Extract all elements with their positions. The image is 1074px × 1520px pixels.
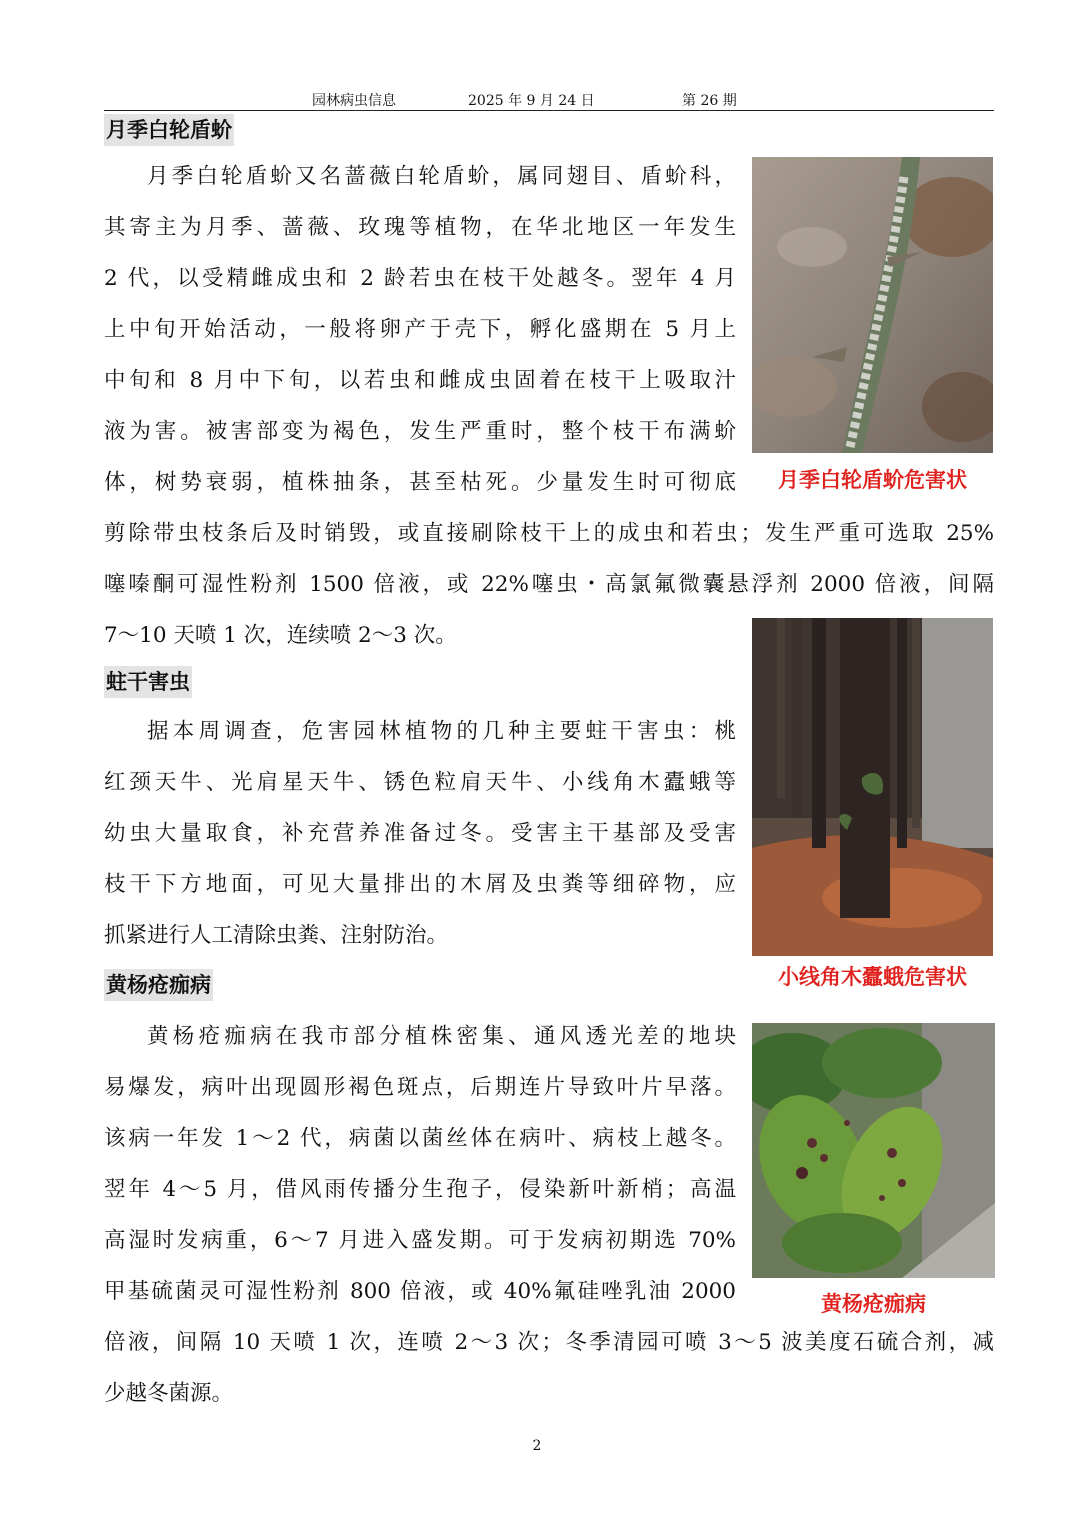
text-line: 中旬和 8 月中下旬，以若虫和雌成虫固着在枝干上吸取汁: [104, 368, 736, 393]
text-line: 翌年 4～5 月，借风雨传播分生孢子，侵染新叶新梢；高温: [104, 1177, 736, 1202]
section-title-borers: 蛀干害虫: [104, 666, 192, 698]
text-line: 月季白轮盾蚧又名蔷薇白轮盾蚧，属同翅目、盾蚧科，: [147, 164, 736, 189]
text-line: 幼虫大量取食，补充营养准备过冬。受害主干基部及受害: [104, 821, 736, 846]
text-line: 甲基硫菌灵可湿性粉剂 800 倍液，或 40%氟硅唑乳油 2000: [104, 1279, 736, 1304]
text-line: 高湿时发病重，6～7 月进入盛发期。可于发病初期选 70%: [104, 1228, 736, 1253]
text-line: 据本周调查，危害园林植物的几种主要蛀干害虫：桃: [147, 719, 736, 744]
text-line: 2 代，以受精雌成虫和 2 龄若虫在枝干处越冬。翌年 4 月: [104, 266, 736, 291]
caption-wood-borer: 小线角木蠹蛾危害状: [778, 965, 967, 989]
text-line: 噻嗪酮可湿性粉剂 1500 倍液，或 22%噻虫・高氯氟微囊悬浮剂 2000 倍液，间隔: [104, 572, 994, 597]
photo-wood-borer-trunk: [752, 618, 993, 956]
text-line: 红颈天牛、光肩星天牛、锈色粒肩天牛、小线角木蠹蛾等: [104, 770, 736, 795]
page-number: 2: [532, 1438, 542, 1454]
photo-scale-insect-stem: [752, 157, 993, 453]
caption-boxwood-scab: 黄杨疮痂病: [821, 1292, 926, 1316]
text-line: 7～10 天喷 1 次，连续喷 2～3 次。: [104, 623, 457, 648]
text-line: 液为害。被害部变为褐色，发生严重时，整个枝干布满蚧: [104, 419, 736, 444]
page-header: [104, 88, 994, 111]
text-line: 倍液，间隔 10 天喷 1 次，连喷 2～3 次；冬季清园可喷 3～5 波美度石硫合剂，减: [104, 1330, 994, 1355]
text-line: 少越冬菌源。: [104, 1381, 234, 1406]
text-line: 黄杨疮痂病在我市部分植株密集、通风透光差的地块: [147, 1024, 736, 1049]
caption-scale-insect: 月季白轮盾蚧危害状: [778, 468, 967, 492]
text-line: 其寄主为月季、蔷薇、玫瑰等植物，在华北地区一年发生: [104, 215, 736, 240]
text-line: 抓紧进行人工清除虫粪、注射防治。: [104, 923, 449, 948]
header-date: 2025 年 9 月 24 日: [468, 93, 595, 109]
text-line: 该病一年发 1～2 代，病菌以菌丝体在病叶、病枝上越冬。: [104, 1126, 736, 1151]
section-title-scale-insect: 月季白轮盾蚧: [104, 114, 234, 146]
text-line: 体，树势衰弱，植株抽条，甚至枯死。少量发生时可彻底: [104, 470, 736, 495]
text-line: 上中旬开始活动，一般将卵产于壳下，孵化盛期在 5 月上: [104, 317, 736, 342]
text-line: 易爆发，病叶出现圆形褐色斑点，后期连片导致叶片早落。: [104, 1075, 736, 1100]
photo-boxwood-scab: [752, 1023, 995, 1278]
section-title-scab: 黄杨疮痂病: [104, 969, 213, 1001]
section-body-borers: [104, 706, 736, 961]
header-title: 园林病虫信息: [312, 93, 396, 109]
text-line: 剪除带虫枝条后及时销毁，或直接刷除枝干上的成虫和若虫；发生严重可选取 25%: [104, 521, 994, 546]
header-issue: 第 26 期: [682, 93, 737, 109]
text-line: 枝干下方地面，可见大量排出的木屑及虫粪等细碎物，应: [104, 872, 736, 897]
